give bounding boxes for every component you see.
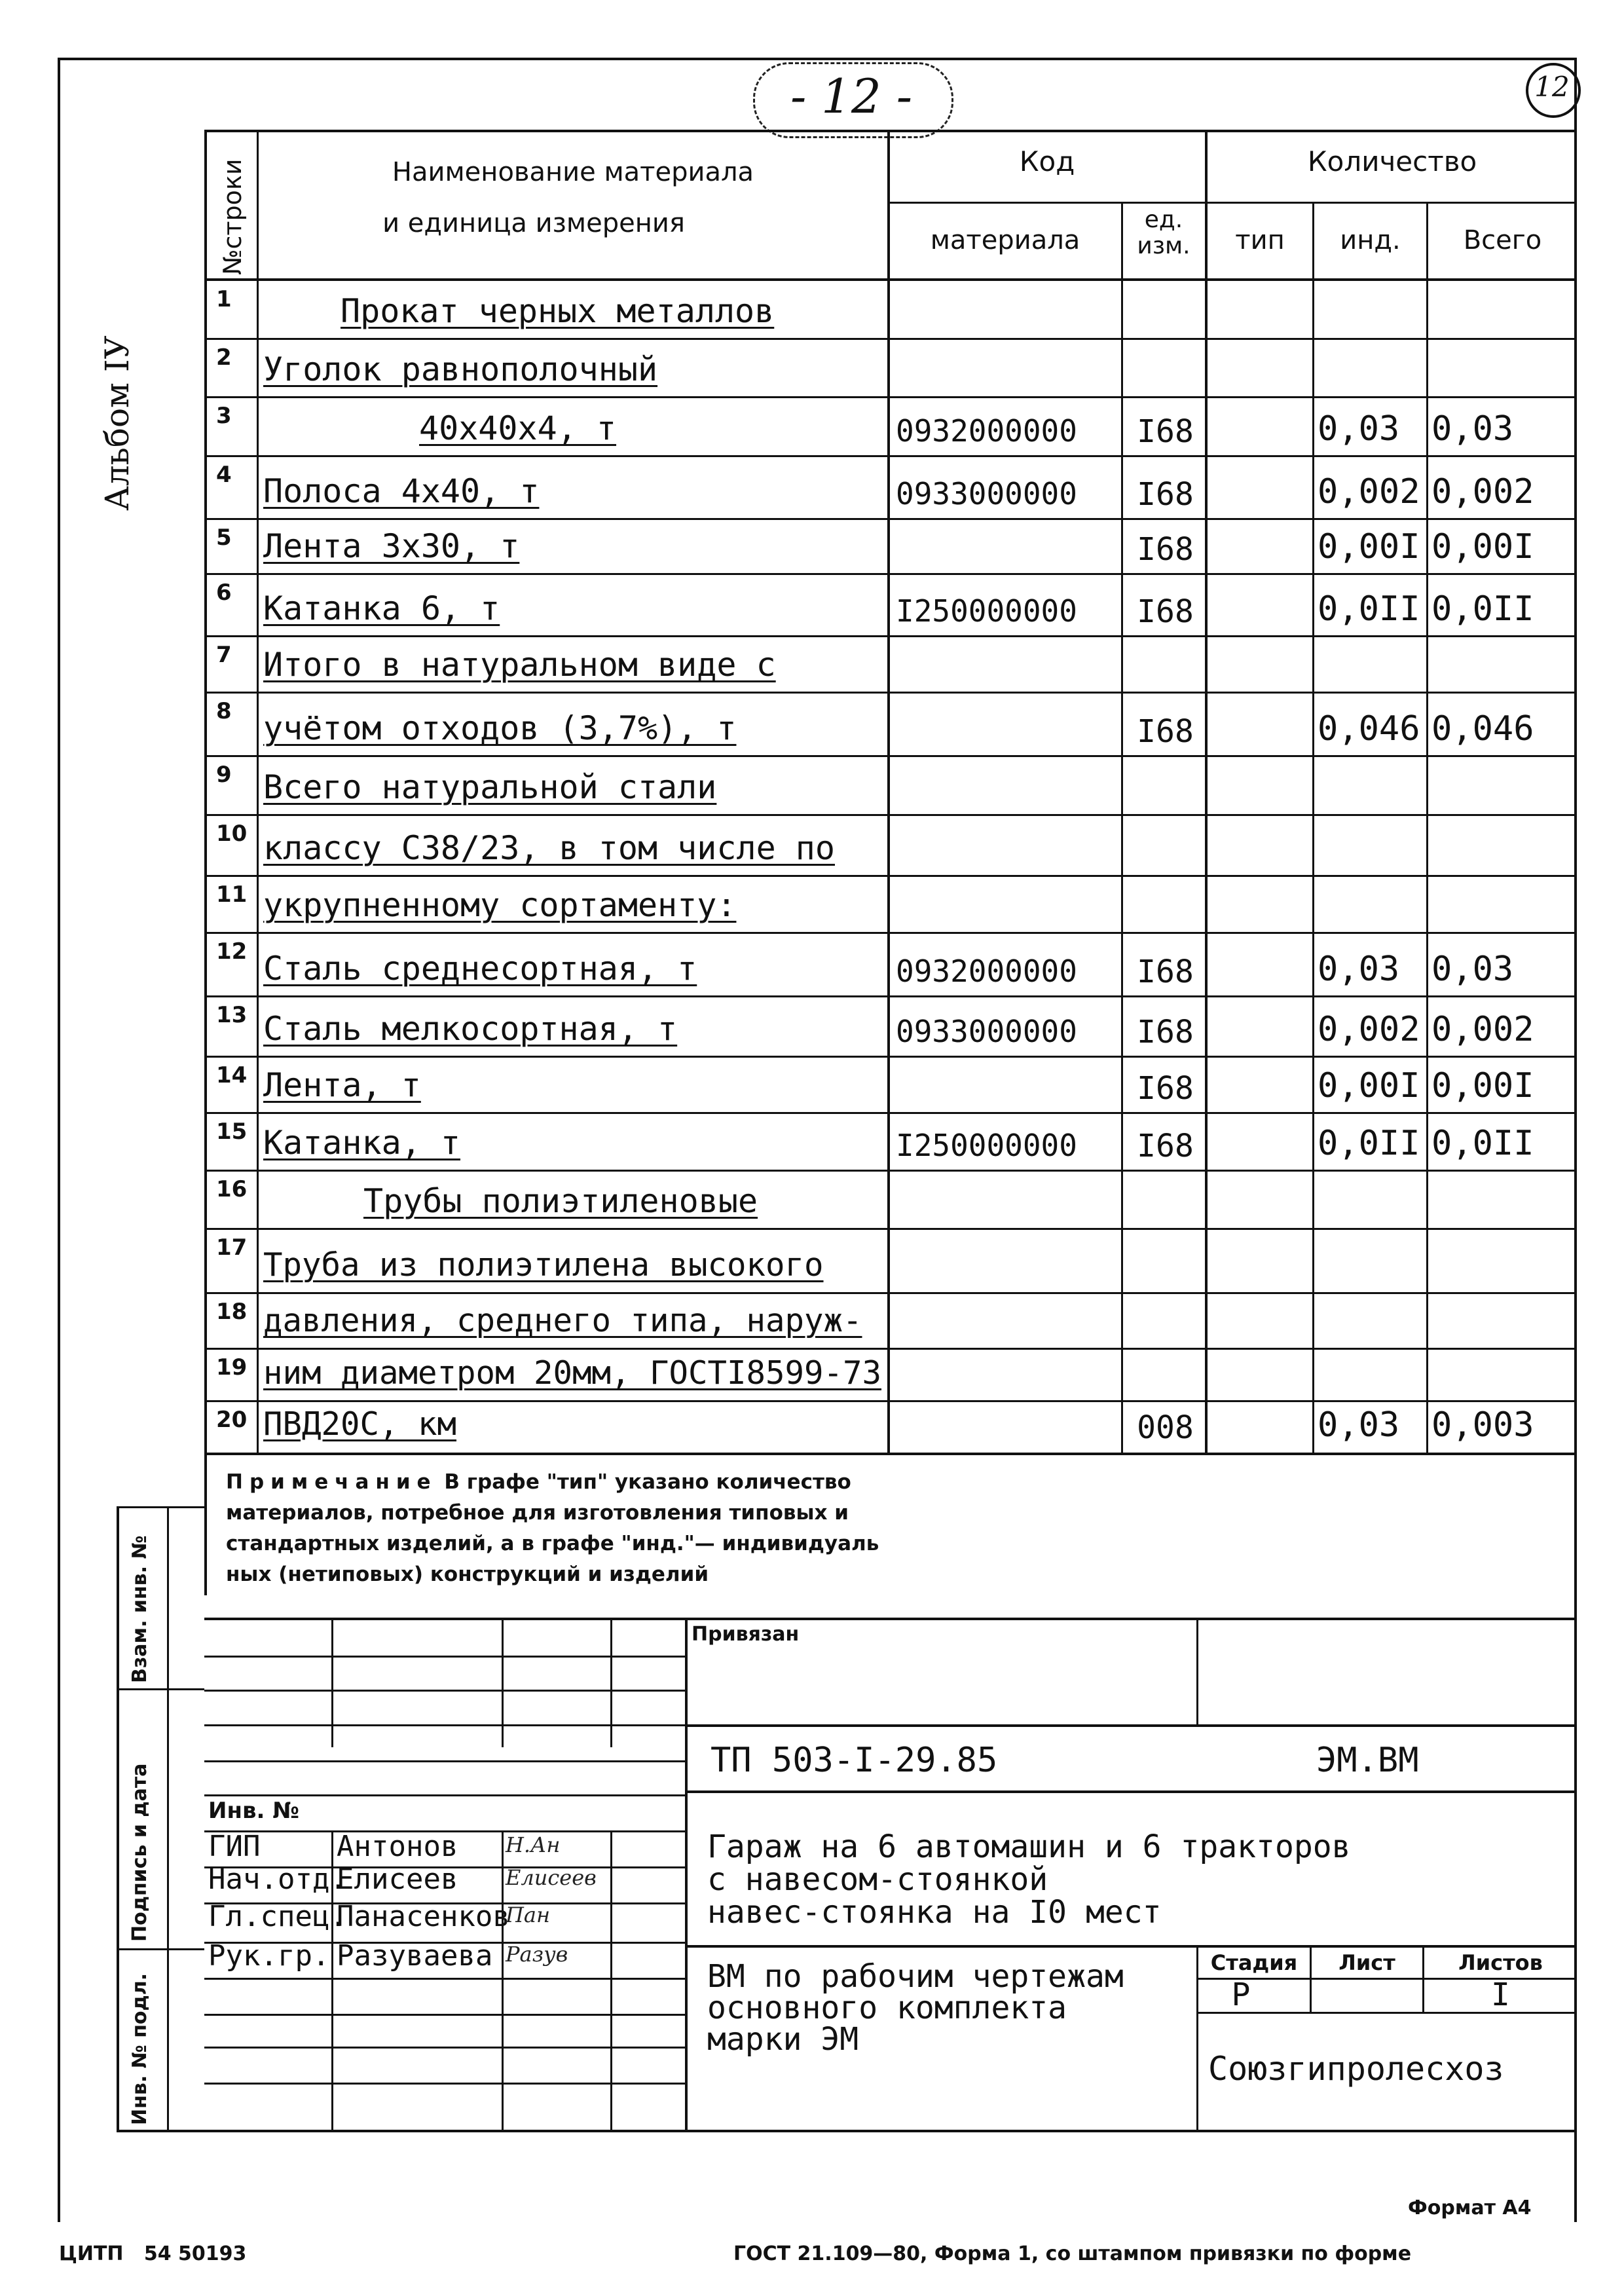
row-total: 0,002: [1431, 472, 1534, 511]
row-number: 18: [216, 1299, 248, 1325]
organization: Союзгипролесхоз: [1208, 2050, 1504, 2088]
desc-line3: марки ЭМ: [707, 2021, 859, 2058]
row-number: 7: [216, 642, 232, 668]
row-total: 0,046: [1431, 709, 1534, 749]
row-ind: 0,03: [1318, 1405, 1400, 1445]
row-code: 0933000000: [896, 476, 1077, 511]
row-unit: I68: [1137, 413, 1194, 450]
row-code: I250000000: [896, 593, 1077, 629]
row-unit: I68: [1137, 593, 1194, 630]
doc-mark: ЭМ.ВМ: [1316, 1741, 1419, 1780]
row-name: ним диаметром 20мм, ГОСТI8599-73: [263, 1354, 882, 1392]
signer-role: Гл.спец.: [208, 1900, 347, 1933]
side-label-vzam: Взам. инв. №: [128, 1535, 151, 1683]
row-ind: 0,002: [1318, 472, 1420, 511]
row-code: 0933000000: [896, 1014, 1077, 1049]
row-name: Полоса 4х40, т: [263, 472, 540, 510]
title-line1: Гараж на 6 автомашин и 6 тракторов: [707, 1828, 1351, 1865]
row-unit: I68: [1137, 1128, 1194, 1164]
header-qty-type: тип: [1235, 225, 1285, 255]
row-number: 16: [216, 1176, 248, 1202]
row-unit: 008: [1137, 1409, 1194, 1446]
row-ind: 0,00I: [1318, 1066, 1420, 1105]
row-number: 1: [216, 286, 232, 312]
row-name: Лента, т: [263, 1066, 421, 1104]
row-code: I250000000: [896, 1128, 1077, 1163]
row-ind: 0,0II: [1318, 589, 1420, 629]
row-number: 14: [216, 1062, 248, 1088]
signer-name: Антонов: [337, 1830, 458, 1863]
stage-value: Р: [1231, 1976, 1251, 2013]
row-name: укрупненному сортаменту:: [263, 886, 737, 924]
row-name: Катанка, т: [263, 1124, 461, 1162]
row-name: давления, среднего типа, наруж-: [263, 1302, 862, 1339]
note-line1: В графе "тип" указано количество: [444, 1470, 851, 1494]
desc-line1: ВМ по рабочим чертежам: [707, 1958, 1124, 1995]
header-material-line2: и единица измерения: [382, 208, 685, 238]
sheet-number: 12: [1534, 71, 1570, 103]
row-name: Труба из полиэтилена высокого: [263, 1246, 824, 1284]
row-total: 0,003: [1431, 1405, 1534, 1445]
stage-label: Стадия: [1210, 1950, 1298, 1975]
inv-no-label: Инв. №: [208, 1798, 300, 1824]
header-qty-ind: инд.: [1340, 225, 1401, 255]
signer-signature: Н.Ан: [506, 1832, 561, 1857]
sheets-value: I: [1491, 1976, 1510, 2013]
footer-format: Формат А4: [1408, 2197, 1532, 2219]
row-name: Лента 3х30, т: [263, 527, 520, 565]
row-number: 19: [216, 1354, 248, 1381]
page-number: - 12 -: [790, 69, 913, 124]
signer-role: ГИП: [208, 1830, 261, 1863]
header-quantity: Количество: [1307, 145, 1477, 177]
row-unit: I68: [1137, 1014, 1194, 1050]
row-number: 3: [216, 403, 232, 429]
signer-name: Елисеев: [337, 1863, 458, 1896]
signer-role: Нач.отд.: [208, 1863, 347, 1896]
row-code: 0932000000: [896, 954, 1077, 989]
row-total: 0,0II: [1431, 1124, 1534, 1163]
row-number: 12: [216, 938, 248, 965]
row-ind: 0,002: [1318, 1010, 1420, 1049]
row-number: 10: [216, 821, 248, 847]
signer-name: Панасенков: [337, 1900, 510, 1933]
header-code: Код: [1019, 145, 1075, 177]
side-label-inv-podl: Инв. № подл.: [128, 1973, 151, 2125]
side-label-podpis: Подпись и дата: [128, 1763, 151, 1942]
header-qty-total: Всего: [1463, 225, 1542, 255]
row-name: Сталь мелкосортная, т: [263, 1010, 678, 1048]
signer-role: Рук.гр.: [208, 1939, 330, 1973]
row-number: 5: [216, 525, 232, 551]
doc-code: ТП 503-I-29.85: [710, 1741, 998, 1780]
signer-signature: Разув: [506, 1942, 568, 1967]
row-name: Уголок равнополочный: [263, 350, 658, 388]
row-code: 0932000000: [896, 413, 1077, 449]
row-name: Катанка 6, т: [263, 589, 500, 627]
footer-gost: ГОСТ 21.109—80, Форма 1, со штампом привязки по форме: [733, 2242, 1412, 2265]
row-unit: I68: [1137, 713, 1194, 750]
row-number: 4: [216, 462, 232, 488]
album-label: Альбом IУ: [98, 335, 136, 511]
header-code-unit: ед. изм.: [1137, 206, 1190, 259]
signer-signature: Пан: [506, 1902, 551, 1927]
footer-left: ЦИТП 54 50193: [59, 2242, 247, 2265]
desc-line2: основного комплекта: [707, 1990, 1067, 2026]
row-total: 0,002: [1431, 1010, 1534, 1049]
privyazan-label: Привязан: [692, 1623, 800, 1646]
row-name: Сталь среднесортная, т: [263, 950, 697, 988]
note-line2: материалов, потребное для изготовления типовых и: [226, 1501, 849, 1525]
row-name: 40х40х4, т: [419, 409, 617, 447]
row-number: 20: [216, 1407, 248, 1433]
header-row-no: №строки: [218, 158, 247, 275]
sheets-label: Листов: [1458, 1950, 1543, 1975]
row-number: 2: [216, 344, 232, 371]
row-name: Трубы полиэтиленовые: [363, 1182, 758, 1220]
row-name: ПВД20С, км: [263, 1405, 457, 1443]
row-number: 9: [216, 762, 232, 788]
row-ind: 0,00I: [1318, 527, 1420, 566]
signer-name: Разуваева: [337, 1939, 493, 1973]
row-name: Итого в натуральном виде с: [263, 646, 776, 684]
row-unit: I68: [1137, 954, 1194, 990]
header-material-line1: Наименование материала: [392, 157, 754, 187]
note-line3: стандартных изделий, а в графе "инд."— индивидуаль: [226, 1532, 879, 1555]
row-ind: 0,046: [1318, 709, 1420, 749]
row-unit: I68: [1137, 531, 1194, 568]
row-total: 0,0II: [1431, 589, 1534, 629]
row-number: 17: [216, 1234, 248, 1261]
row-number: 15: [216, 1119, 248, 1145]
row-total: 0,03: [1431, 409, 1514, 449]
row-number: 11: [216, 881, 248, 908]
row-total: 0,00I: [1431, 527, 1534, 566]
row-ind: 0,0II: [1318, 1124, 1420, 1163]
note: [226, 1467, 879, 1590]
row-name: учётом отходов (3,7%), т: [263, 709, 737, 747]
row-total: 0,03: [1431, 950, 1514, 989]
header-code-material: материала: [930, 225, 1080, 255]
row-unit: I68: [1137, 476, 1194, 513]
row-number: 6: [216, 580, 232, 606]
row-number: 13: [216, 1002, 248, 1028]
title-line2: с навесом-стоянкой: [707, 1861, 1048, 1898]
row-unit: I68: [1137, 1070, 1194, 1107]
signer-signature: Елисеев: [506, 1865, 597, 1890]
row-total: 0,00I: [1431, 1066, 1534, 1105]
row-number: 8: [216, 698, 232, 724]
title-line3: навес-стоянка на I0 мест: [707, 1894, 1162, 1931]
row-name: Всего натуральной стали: [263, 768, 717, 806]
sheet-label: Лист: [1338, 1950, 1395, 1975]
row-ind: 0,03: [1318, 409, 1400, 449]
note-label: Примечание: [226, 1470, 437, 1494]
row-name: Прокат черных металлов: [341, 292, 775, 330]
row-name: классу С38/23, в том числе по: [263, 829, 835, 867]
note-line4: ных (нетиповых) конструкций и изделий: [226, 1563, 709, 1586]
row-ind: 0,03: [1318, 950, 1400, 989]
